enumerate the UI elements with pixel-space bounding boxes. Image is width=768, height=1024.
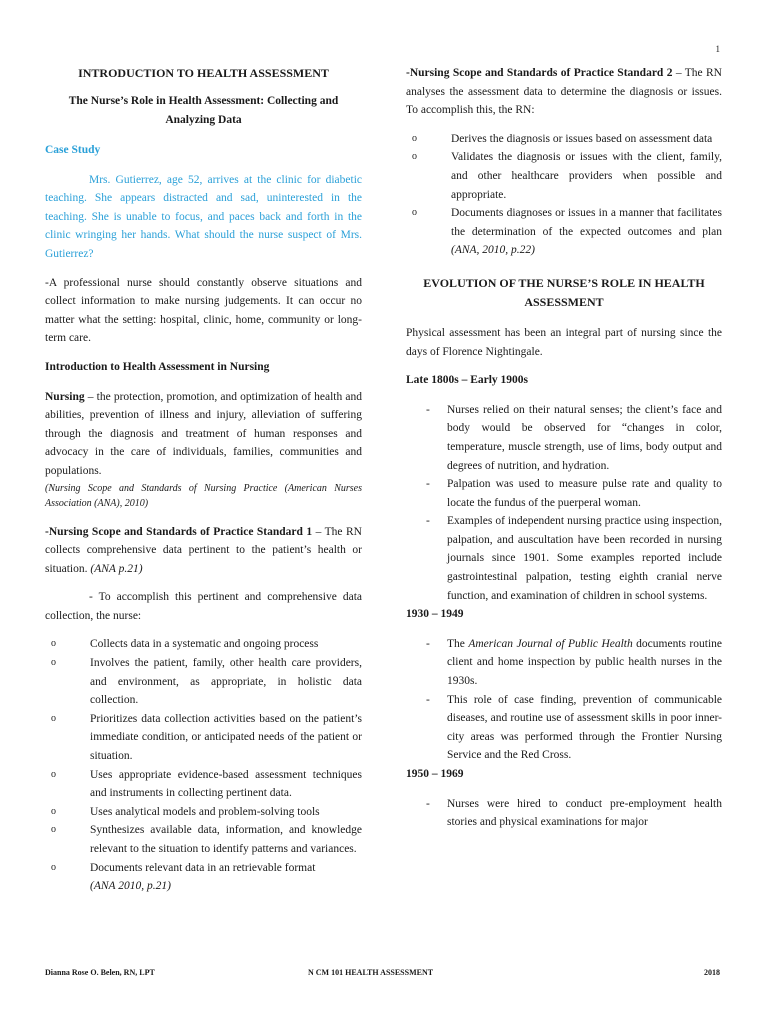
list-item: o Validates the diagnosis or issues with the client, family, and other healthcare providers when possible and appropriate.	[406, 148, 722, 204]
footer-author: Dianna Rose O. Belen, RN, LPT	[45, 968, 155, 977]
list-item: o Collects data in a systematic and ongoing process	[45, 635, 362, 654]
left-column	[45, 64, 362, 896]
list-item-text: documents routine client and home inspection by public health nurses in the 1930s.	[447, 637, 722, 688]
page-number: 1	[715, 44, 720, 54]
standard-2-text: – The RN analyses the assessment data to determine the diagnosis or issues. To accomplish this, the RN:	[406, 67, 722, 117]
list-item: o Prioritizes data collection activities based on the patient’s immediate condition, or anticipated needs of the patient or situation.	[45, 710, 362, 766]
list-item	[426, 635, 722, 691]
list-item: o Uses analytical models and problem-solving tools	[45, 803, 362, 822]
standard-2-heading: -Nursing Scope and Standards of Practice Standard 2	[406, 67, 673, 79]
list-item: - Examples of independent nursing practice using inspection, palpation, and auscultation have been recorded in nursing journals since 1901. Some examples reported include gastrointestinal palpation, testing eighth cranial nerve function, and examination of children in school systems.	[426, 512, 722, 605]
standard-1-citation: (ANA p.21)	[90, 562, 143, 575]
list-item	[45, 859, 362, 896]
nursing-definition-text: – the protection, promotion, and optimization of health and abilities, prevention of illness and injury, alleviation of suffering through the diagnosis and treatment of human responses and advocacy in the care of individuals, families, communities and populations.	[45, 390, 362, 477]
nursing-definition	[45, 388, 362, 481]
journal-title: American Journal of Public Health	[468, 637, 633, 650]
list-item: o Synthesizes available data, information, and knowledge relevant to the situation to identify patterns and variances.	[45, 821, 362, 858]
accomplish-paragraph: - To accomplish this pertinent and comprehensive data collection, the nurse:	[45, 591, 362, 622]
standard-1-heading: -Nursing Scope and Standards of Practice Standard 1	[45, 525, 313, 538]
era-1-heading: Late 1800s – Early 1900s	[406, 374, 529, 387]
era-3-list	[426, 795, 722, 832]
list-item-citation: (ANA 2010, p.21)	[90, 880, 171, 893]
list-item: - Nurses were hired to conduct pre-employment health stories and physical examinations for major	[426, 795, 722, 832]
list-item-text: Documents relevant data in an retrievable format	[90, 861, 316, 874]
standard-1-list	[45, 635, 362, 895]
footer-year: 2018	[704, 968, 720, 977]
case-study-heading: Case Study	[45, 144, 101, 156]
list-item: o Uses appropriate evidence-based assessment techniques and instruments in collecting pertinent data.	[45, 766, 362, 803]
era-3-heading: 1950 – 1969	[406, 768, 464, 780]
document-subtitle: The Nurse’s Role in Health Assessment: Collecting and Analyzing Data	[68, 95, 339, 126]
list-item: - This role of case finding, prevention of communicable diseases, and routine use of assessment skills in poor inner-city areas was performed through the Frontier Nursing Service and the Red Cross.	[426, 691, 722, 765]
evolution-title: EVOLUTION OF THE NURSE’S ROLE IN HEALTH ASSESSMENT	[423, 275, 705, 309]
standard-2	[406, 64, 722, 120]
standard-1-text: – The RN collects comprehensive data pertinent to the patient’s health or situation.	[45, 525, 362, 575]
era-2-list	[426, 635, 722, 765]
standard-2-list	[406, 130, 722, 260]
list-item-text: Documents diagnoses or issues in a manner that facilitates the determination of the expected outcomes and plan	[451, 207, 722, 238]
list-item: - Nurses relied on their natural senses; the client’s face and body would be observed for “changes in color, temperature, muscle strength, use of lims, body output and degrees of nutrition, and hydration.	[426, 401, 722, 475]
standard-1	[45, 523, 362, 579]
right-column	[406, 64, 722, 832]
era-1-list	[426, 401, 722, 606]
intro-heading: Introduction to Health Assessment in Nursing	[45, 360, 270, 373]
nursing-term: Nursing	[45, 390, 85, 403]
page-footer	[45, 968, 720, 982]
list-item	[406, 204, 722, 260]
nursing-citation: (Nursing Scope and Standards of Nursing Practice (American Nurses Association (ANA), 2010)	[45, 482, 362, 509]
list-item: o Involves the patient, family, other health care providers, and environment, as appropriate, in holistic data collection.	[45, 654, 362, 710]
evolution-intro: Physical assessment has been an integral part of nursing since the days of Florence Nightingale.	[406, 326, 722, 358]
document-title: INTRODUCTION TO HEALTH ASSESSMENT	[78, 66, 329, 80]
list-item: o Derives the diagnosis or issues based on assessment data	[406, 130, 722, 149]
observe-paragraph: -A professional nurse should constantly observe situations and collect information to make nursing judgements. It can occur no matter what the setting: hospital, clinic, home, community or long-term care.	[45, 276, 362, 345]
footer-course: N CM 101 HEALTH ASSESSMENT	[308, 968, 434, 977]
list-item-text: The	[447, 637, 469, 650]
list-item-citation: (ANA, 2010, p.22)	[451, 244, 536, 257]
era-2-heading: 1930 – 1949	[406, 608, 464, 621]
list-item: - Palpation was used to measure pulse rate and quality to locate the fundus of the puerperal woman.	[426, 475, 722, 512]
case-study-text: Mrs. Gutierrez, age 52, arrives at the clinic for diabetic teaching. She appears distracted and sad, uninterested in the teaching. She is unable to focus, and paces back and forth in the clinic wringing her hands. What should the nurse suspect of Mrs. Gutierrez?	[45, 173, 362, 260]
